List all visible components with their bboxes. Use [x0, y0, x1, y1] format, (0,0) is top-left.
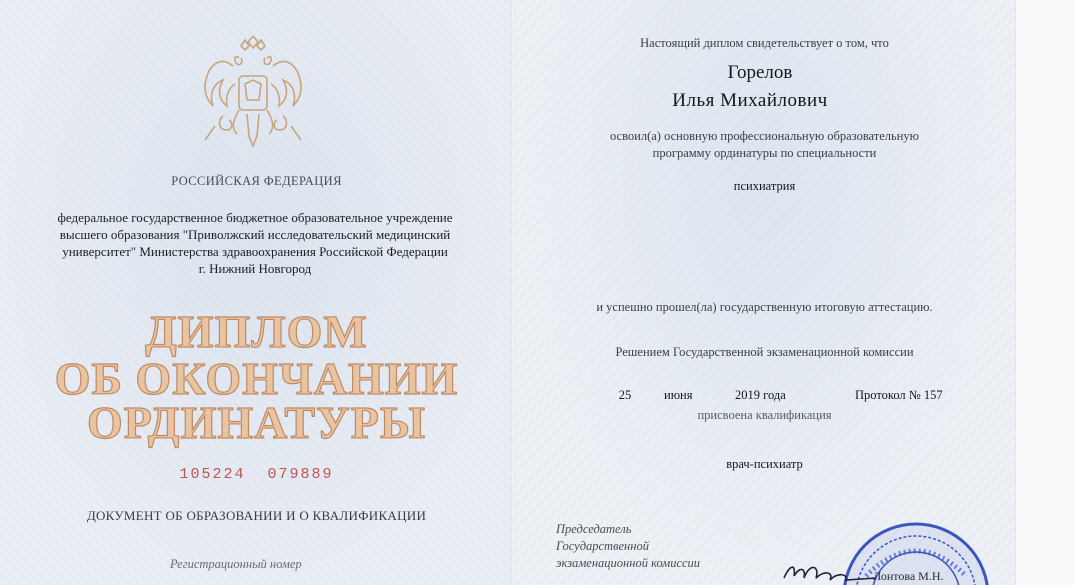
diploma-title-line: ОРДИНАТУРЫ: [86, 397, 427, 448]
institution-name: [20, 209, 490, 277]
document-type: ДОКУМЕНТ ОБ ОБРАЗОВАНИИ И О КВАЛИФИКАЦИИ: [86, 508, 427, 523]
chair-line: Государственной: [556, 539, 649, 553]
diploma-title-line: ДИПЛОМ: [145, 306, 368, 357]
chair-signature-icon: [780, 552, 880, 585]
attestation-statement: и успешно прошел(ла) государственную итоговую аттестацию.: [596, 300, 933, 314]
chair-name: Лонтова М.Н.: [873, 569, 944, 583]
program-line: программу ординатуры по специальности: [652, 146, 877, 160]
serial-number: 105224 079889: [179, 466, 334, 483]
decision-month: июня: [664, 388, 693, 402]
qualification-assigned-label: присвоена квалификация: [697, 408, 832, 422]
specialty: психиатрия: [733, 179, 796, 193]
program-line: освоил(а) основную профессиональную образовательную: [609, 129, 920, 143]
chair-line: экзаменационной комиссии: [556, 556, 701, 570]
coat-of-arms-icon: [193, 36, 313, 154]
program-statement: [514, 128, 1015, 162]
right-page: [514, 0, 1015, 585]
commission-decision: Решением Государственной экзаменационной комиссии: [615, 345, 914, 359]
certifies-intro: Настоящий диплом свидетельствует о том, что: [640, 36, 889, 50]
diploma-title-line: ОБ ОКОНЧАНИИ: [54, 353, 459, 404]
scan-edge: [1015, 0, 1075, 585]
chair-line: Председатель: [556, 522, 632, 536]
graduate-surname: Горелов: [727, 62, 793, 83]
registration-number-label: Регистрационный номер: [170, 557, 302, 571]
institution-line: федеральное государственное бюджетное образовательное учреждение: [57, 210, 453, 225]
decision-year: 2019 года: [735, 388, 786, 402]
qualification: врач-психиатр: [726, 457, 803, 471]
institution-line: университет" Министерства здравоохранения Российской Федерации: [62, 244, 448, 259]
graduate-given-names: Илья Михайлович: [672, 90, 828, 111]
institution-line: высшего образования "Приволжский исследовательский медицинский: [59, 227, 451, 242]
decision-day: 25: [618, 388, 632, 402]
protocol-number: Протокол № 157: [855, 388, 943, 402]
institution-city: г. Нижний Новгород: [198, 261, 312, 276]
commission-chair-label: [556, 521, 700, 572]
country-name: РОССИЙСКАЯ ФЕДЕРАЦИЯ: [171, 174, 342, 188]
